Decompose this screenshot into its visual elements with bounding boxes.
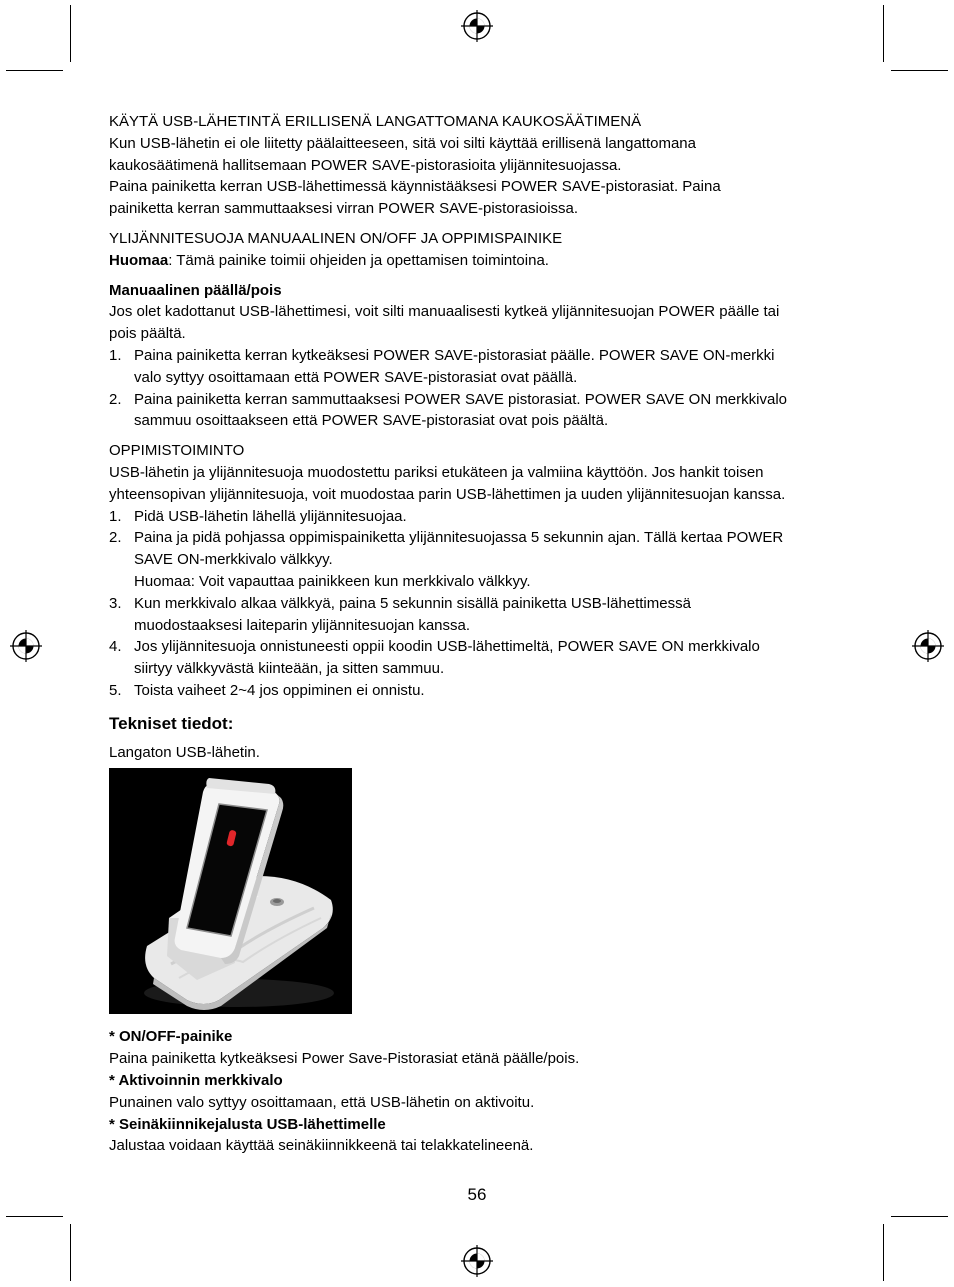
paragraph-line: pois päältä. bbox=[109, 325, 186, 343]
feature-title: * Seinäkiinnikejalusta USB-lähettimelle bbox=[109, 1115, 386, 1133]
list-item bbox=[109, 506, 851, 528]
list-number: 1. bbox=[109, 346, 122, 364]
section-title: YLIJÄNNITESUOJA MANUAALINEN ON/OFF JA OPPIMISPAINIKE bbox=[109, 229, 563, 247]
feature-desc: Paina painiketta kytkeäksesi Power Save-Pistorasiat etänä päälle/pois. bbox=[109, 1050, 580, 1068]
specs-heading: Tekniset tiedot: bbox=[109, 713, 234, 733]
crop-mark bbox=[883, 1224, 884, 1281]
specs-caption: Langaton USB-lähetin. bbox=[109, 743, 260, 761]
list-line: valo syttyy osoittamaan että POWER SAVE-pistorasiat ovat päällä. bbox=[134, 368, 578, 386]
page-number: 56 bbox=[467, 1185, 487, 1204]
list-item bbox=[109, 680, 851, 702]
registration-mark-icon bbox=[912, 630, 944, 662]
list-line: siirtyy välkkyvästä kiinteään, ja sitten sammuu. bbox=[134, 660, 445, 678]
list-item bbox=[109, 389, 851, 433]
list-item bbox=[109, 527, 851, 592]
crop-mark bbox=[883, 5, 884, 62]
crop-mark bbox=[70, 5, 71, 62]
list-line: Paina painiketta kerran kytkeäksesi POWER SAVE-pistorasiat päälle. POWER SAVE ON-merkki bbox=[134, 346, 775, 364]
list-number: 3. bbox=[109, 594, 122, 612]
crop-mark bbox=[6, 70, 63, 71]
subsection-title: Manuaalinen päällä/pois bbox=[109, 281, 282, 299]
page-content bbox=[109, 111, 851, 1157]
note-label: Huomaa bbox=[109, 251, 169, 269]
list-line: Paina painiketta kerran sammuttaaksesi POWER SAVE pistorasiat. POWER SAVE ON merkkivalo bbox=[134, 390, 787, 408]
paragraph-line: painiketta kerran sammuttaaksesi virran POWER SAVE-pistorasioissa. bbox=[109, 200, 579, 218]
list-item bbox=[109, 636, 851, 680]
feature-title: * Aktivoinnin merkkivalo bbox=[109, 1071, 283, 1089]
crop-mark bbox=[891, 1216, 948, 1217]
list-line: Jos ylijännitesuoja onnistuneesti oppii koodin USB-lähettimeltä, POWER SAVE ON merkkivalo bbox=[134, 638, 760, 656]
note-text: : Tämä painike toimii ohjeiden ja opettamisen toimintoina. bbox=[168, 251, 549, 269]
numbered-list bbox=[109, 345, 851, 432]
crop-mark bbox=[891, 70, 948, 71]
list-line: Kun merkkivalo alkaa välkkyä, paina 5 sekunnin sisällä painiketta USB-lähettimessä bbox=[134, 594, 691, 612]
paragraph-line: Jos olet kadottanut USB-lähettimesi, voit silti manuaalisesti kytkeä ylijännitesuojan POWER päälle tai bbox=[109, 303, 780, 321]
paragraph-line: USB-lähetin ja ylijännitesuoja muodostettu pariksi etukäteen ja valmiina käyttöön. Jos hankit toisen bbox=[109, 463, 764, 481]
list-item bbox=[109, 593, 851, 637]
paragraph-line: yhteensopivan ylijännitesuoja, voit muodostaa parin USB-lähettimen ja uuden ylijännitesuojan kanssa. bbox=[109, 485, 786, 503]
list-line: Paina ja pidä pohjassa oppimispainiketta ylijännitesuojassa 5 sekunnin ajan. Tällä kertaa POWER bbox=[134, 529, 784, 547]
crop-mark bbox=[6, 1216, 63, 1217]
list-item bbox=[109, 345, 851, 389]
list-line: Toista vaiheet 2~4 jos oppiminen ei onnistu. bbox=[134, 681, 425, 699]
usb-transmitter-photo bbox=[109, 768, 352, 1014]
feature-desc: Jalustaa voidaan käyttää seinäkiinnikkeenä tai telakkatelineenä. bbox=[109, 1137, 534, 1155]
registration-mark-icon bbox=[461, 10, 493, 42]
crop-mark bbox=[70, 1224, 71, 1281]
numbered-list bbox=[109, 506, 851, 702]
list-line: muodostaaksesi laiteparin ylijännitesuojan kanssa. bbox=[134, 616, 471, 634]
section-title: KÄYTÄ USB-LÄHETINTÄ ERILLISENÄ LANGATTOMANA KAUKOSÄÄTIMENÄ bbox=[109, 113, 642, 130]
list-line: Huomaa: Voit vapauttaa painikkeen kun merkkivalo välkkyy. bbox=[134, 572, 531, 590]
paragraph-line: kaukosäätimenä hallitsemaan POWER SAVE-pistorasioita ylijännitesuojassa. bbox=[109, 156, 622, 174]
list-number: 4. bbox=[109, 638, 122, 656]
feature-desc: Punainen valo syttyy osoittamaan, että USB-lähetin on aktivoitu. bbox=[109, 1093, 535, 1111]
registration-mark-icon bbox=[10, 630, 42, 662]
list-line: Pidä USB-lähetin lähellä ylijännitesuojaa. bbox=[134, 507, 407, 525]
list-number: 5. bbox=[109, 681, 122, 699]
list-number: 2. bbox=[109, 390, 122, 408]
list-line: sammuu osoittaakseen että POWER SAVE-pistorasiat ovat pois päältä. bbox=[134, 412, 609, 430]
note-paragraph bbox=[109, 250, 851, 272]
registration-mark-icon bbox=[461, 1245, 493, 1277]
section-title: OPPIMISTOIMINTO bbox=[109, 442, 245, 460]
feature-title: * ON/OFF-painike bbox=[109, 1028, 233, 1046]
paragraph-line: Kun USB-lähetin ei ole liitetty päälaitteeseen, sitä voi silti käyttää erillisenä langattomana bbox=[109, 134, 696, 152]
paragraph-line: Paina painiketta kerran USB-lähettimessä käynnistääksesi POWER SAVE-pistorasiat. Paina bbox=[109, 178, 721, 196]
list-number: 1. bbox=[109, 507, 122, 525]
list-line: SAVE ON-merkkivalo välkkyy. bbox=[134, 551, 333, 569]
list-number: 2. bbox=[109, 529, 122, 547]
